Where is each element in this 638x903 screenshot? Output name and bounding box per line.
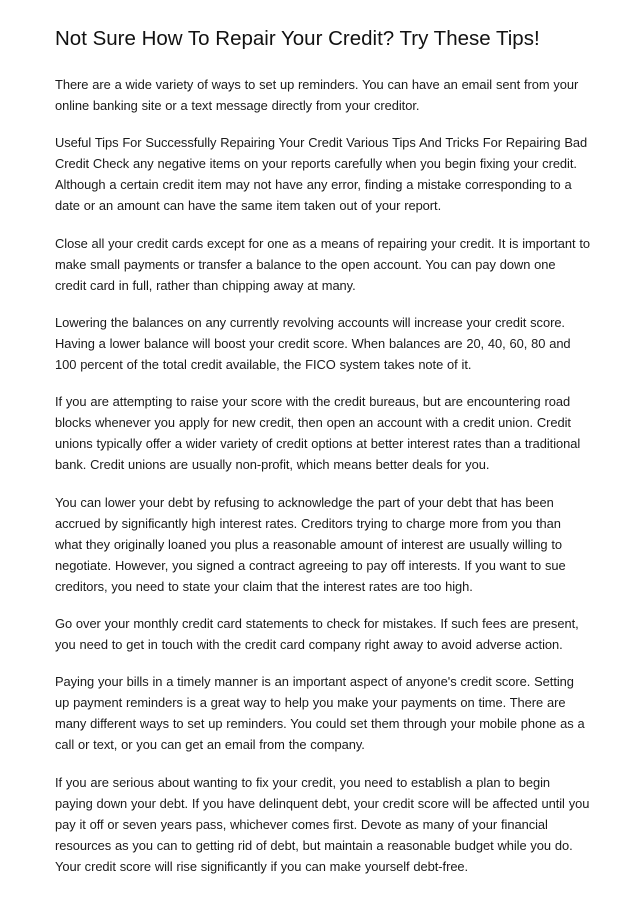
paragraph-4: Lowering the balances on any currently revolving accounts will increase your credit score. Having a lower balance will boost your credit score. When balances are 20, 40, 60, 80 and 100 percent of the total credit available, the FICO system takes note of it. — [55, 314, 571, 373]
paragraph-1: There are a wide variety of ways to set up reminders. You can have an email sent from your online banking site or a text message directly from your creditor. — [55, 77, 579, 114]
paragraph-2: Useful Tips For Successfully Repairing Your Credit Various Tips And Tricks For Repairing Bad Credit Check any negative items on your reports carefully when you begin fixing your credit. Although a certain credit item may not have any error, finding a mistake corresponding to a date or an amount can have the same item taken out of your report. — [55, 135, 588, 214]
page-title: Not Sure How To Repair Your Credit? Try These Tips! — [55, 27, 540, 50]
paragraph-3: Close all your credit cards except for one as a means of repairing your credit. It is important to make small payments or transfer a balance to the open account. You can pay down one credit card in full, rather than chipping away at many. — [55, 235, 590, 293]
paragraph-5: If you are attempting to raise your score with the credit bureaus, but are encountering road blocks whenever you apply for new credit, then open an account with a credit union. Credit unions typically offer a wider variety of credit options at better interest rates than a traditional bank. Credit unions are usually non-profit, which means better deals for you. — [55, 394, 581, 473]
paragraph-6: You can lower your debt by refusing to acknowledge the part of your debt that has been accrued by significantly high interest rates. Creditors trying to charge more from you than what they originally loaned you plus a reasonable amount of interest are usually willing to negotiate. However, you signed a contract agreeing to pay off interests. If you want to sue creditors, you need to state your claim that the interest rates are too high. — [55, 494, 566, 594]
document-page — [55, 26, 590, 893]
paragraph-8: Paying your bills in a timely manner is an important aspect of anyone's credit score. Setting up payment reminders is a great way to help you make your payments on time. There are many different ways to set up reminders. You could set them through your mobile phone as a call or text, or you can get an email from the company. — [55, 674, 585, 753]
paragraph-9: If you are serious about wanting to fix your credit, you need to establish a plan to begin paying down your debt. If you have delinquent debt, your credit score will be affected until you pay it off or seven years pass, whichever comes first. Devote as many of your financial resources as you can to getting rid of debt, but maintain a reasonable budget while you do. Your credit score will rise significantly if you can make yourself debt-free. — [55, 774, 590, 874]
paragraph-7: Go over your monthly credit card statements to check for mistakes. If such fees are present, you need to get in touch with the credit card company right away to avoid adverse action. — [55, 615, 579, 653]
